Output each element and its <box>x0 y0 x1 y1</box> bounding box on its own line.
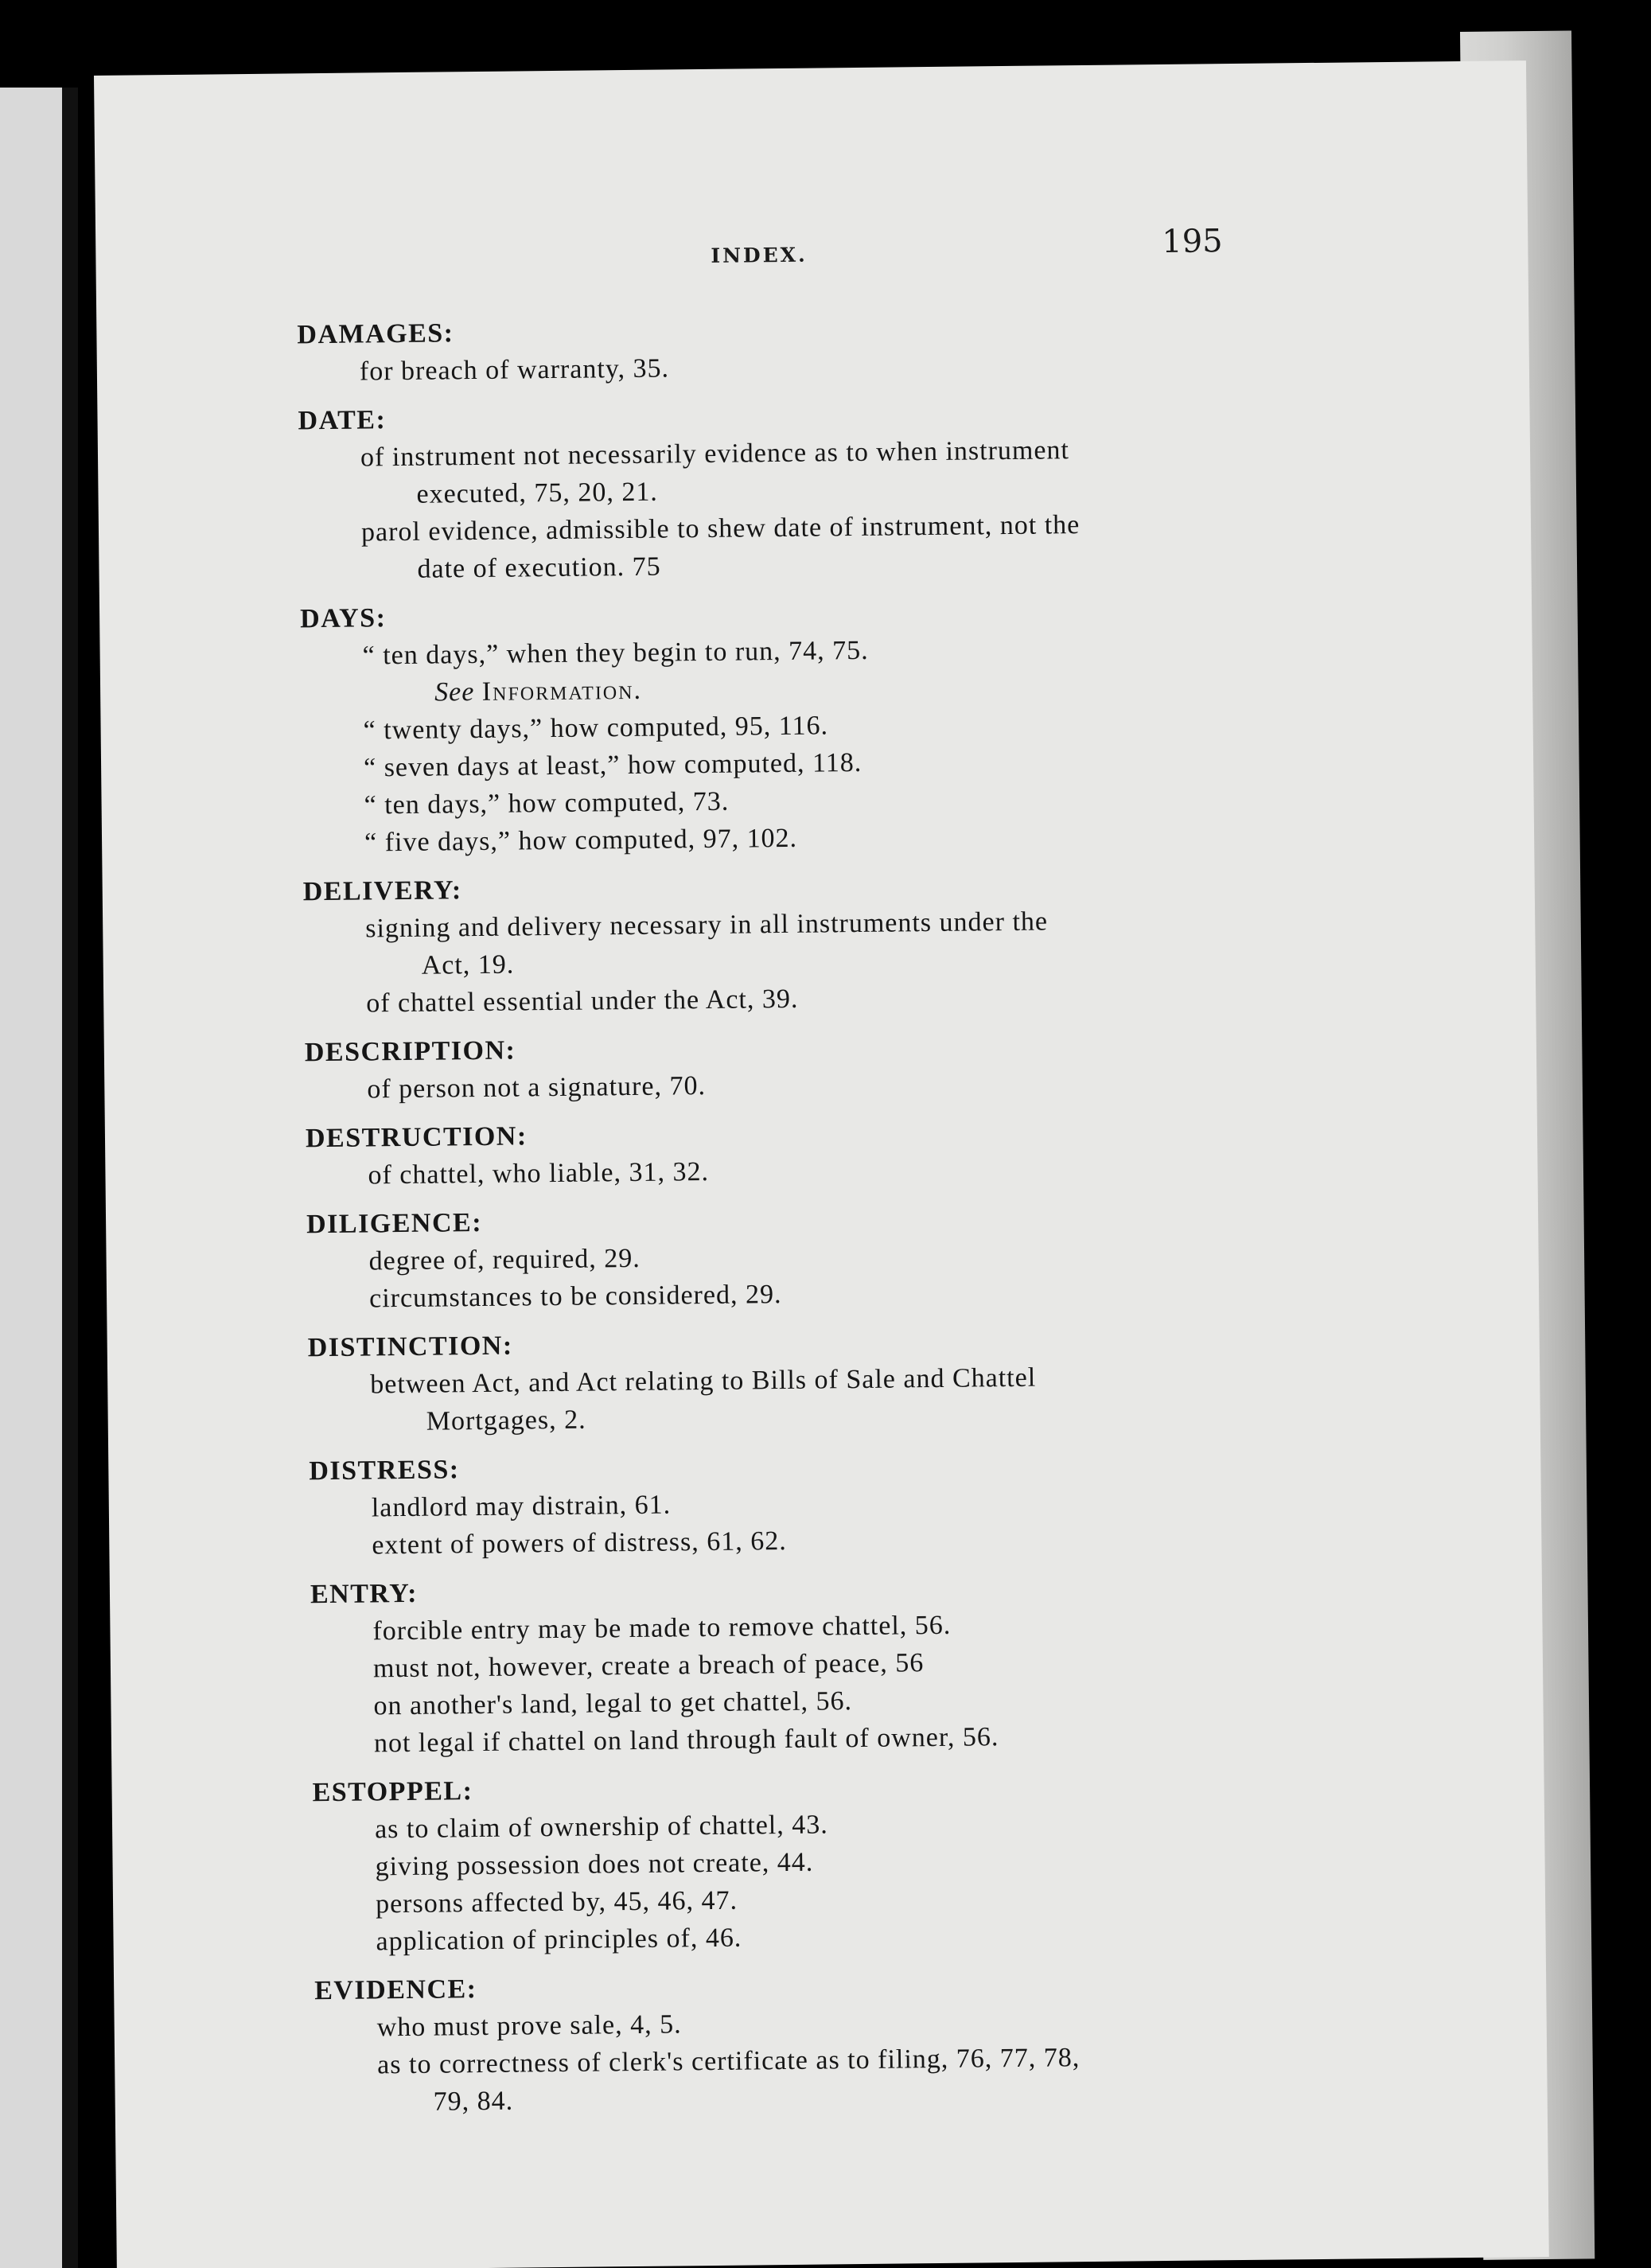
index-subentry-continuation: date of execution. 75 <box>417 551 661 584</box>
index-subentry-continuation: Mortgages, 2. <box>426 1405 586 1436</box>
index-subentry: application of principles of, 46. <box>376 1923 742 1957</box>
index-entry <box>298 392 1318 589</box>
index-subentry: “ ten days,” how computed, 73. <box>364 786 730 820</box>
index-entry <box>306 1195 1326 1318</box>
index-heading: DISTINCTION: <box>307 1331 513 1363</box>
index-subentry: of person not a signature, 70. <box>367 1071 707 1105</box>
index-subentry: who must prove sale, 4, 5. <box>376 2009 682 2043</box>
index-entry <box>297 306 1316 391</box>
index-heading: DATE: <box>298 405 387 436</box>
index-subentry: between Act, and Act relating to Bills of Sale and Chattel <box>370 1362 1037 1400</box>
index-heading: DILIGENCE: <box>306 1207 483 1240</box>
index-entry <box>309 1442 1328 1565</box>
running-head: INDEX. <box>711 243 808 267</box>
index-subentry: forcible entry may be made to remove chattel, 56. <box>372 1610 952 1646</box>
see-word: See <box>434 677 475 707</box>
index-subentry: “ seven days at least,” how computed, 118. <box>363 747 862 783</box>
index-entry <box>305 1023 1324 1109</box>
index-heading: DISTRESS: <box>309 1455 460 1487</box>
index-heading: DESTRUCTION: <box>305 1121 528 1154</box>
index-subentry: “ twenty days,” how computed, 95, 116. <box>363 711 829 746</box>
index-heading: DELIVERY: <box>302 875 462 907</box>
index-body <box>297 306 1334 2133</box>
index-heading: ESTOPPEL: <box>312 1776 473 1808</box>
book-page <box>94 60 1549 2268</box>
index-subentry: persons affected by, 45, 46, 47. <box>375 1885 738 1919</box>
index-entry <box>314 1962 1334 2122</box>
index-heading: DAMAGES: <box>297 318 454 350</box>
index-subentry-continuation: executed, 75, 20, 21. <box>416 477 659 509</box>
index-subentry: parol evidence, admissible to shew date of instrument, not the <box>360 510 1081 548</box>
index-heading: DAYS: <box>299 603 387 634</box>
index-entry <box>306 1109 1325 1194</box>
index-subentry: signing and delivery necessary in all instruments under the <box>365 906 1049 944</box>
index-subentry: of chattel essential under the Act, 39. <box>366 984 799 1019</box>
index-entry <box>308 1319 1327 1441</box>
index-heading: ENTRY: <box>310 1578 419 1610</box>
index-subentry: circumstances to be considered, 29. <box>368 1280 782 1314</box>
index-subentry: as to correctness of clerk's certificate as to filing, 76, 77, 78, <box>377 2043 1081 2080</box>
binding-shadow <box>62 88 78 2268</box>
index-subentry: “ ten days,” when they begin to run, 74, 75. <box>362 635 869 671</box>
index-subentry: degree of, required, 29. <box>368 1243 641 1276</box>
index-heading: EVIDENCE: <box>314 1974 477 2006</box>
index-subentry: of instrument not necessarily evidence as to when instrument <box>360 435 1070 473</box>
index-subentry: giving possession does not create, 44. <box>375 1847 814 1882</box>
index-entry <box>310 1565 1330 1763</box>
index-subentry: of chattel, who liable, 31, 32. <box>368 1156 710 1191</box>
index-subentry-continuation: Act, 19. <box>421 949 515 980</box>
see-target: Information. <box>481 675 643 707</box>
index-heading: DESCRIPTION: <box>304 1035 516 1068</box>
index-subentry-continuation: 79, 84. <box>433 2086 514 2117</box>
index-entry <box>312 1763 1332 1961</box>
index-subentry: “ five days,” how computed, 97, 102. <box>364 823 798 858</box>
index-entry <box>303 863 1323 1023</box>
index-subentry: landlord may distrain, 61. <box>371 1490 672 1523</box>
index-subentry: on another's land, legal to get chattel, 56. <box>373 1686 853 1721</box>
index-subentry: extent of powers of distress, 61, 62. <box>372 1526 787 1561</box>
index-subentry: must not, however, create a breach of peace, 56 <box>372 1648 925 1684</box>
index-subentry: as to claim of ownership of chattel, 43. <box>374 1810 828 1845</box>
index-entry <box>300 590 1321 862</box>
index-subentry: for breach of warranty, 35. <box>359 353 670 387</box>
index-subentry: not legal if chattel on land through fault of owner, 56. <box>373 1722 999 1759</box>
facing-page-edge <box>0 88 64 2268</box>
page-number: 195 <box>1162 223 1223 260</box>
